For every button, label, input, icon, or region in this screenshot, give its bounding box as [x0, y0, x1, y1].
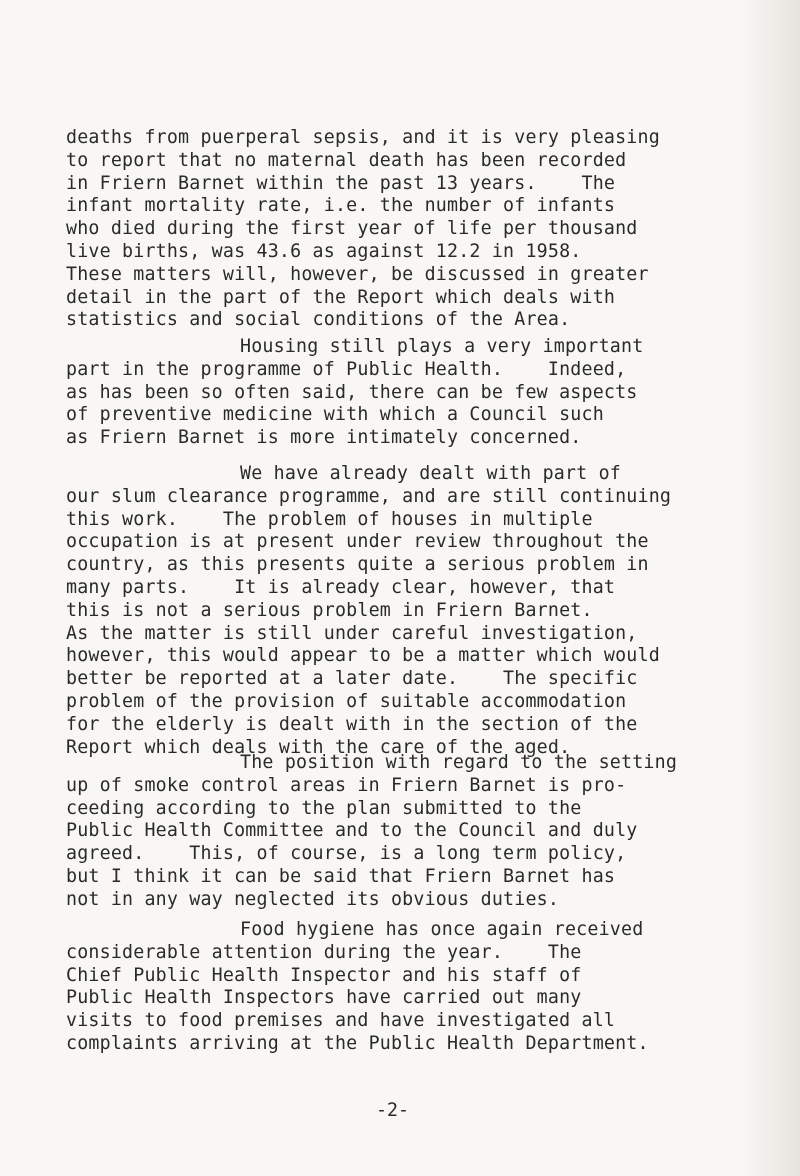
- paragraph-slum-clearance: [66, 463, 746, 759]
- text-line: ceeding according to the plan submitted to the: [66, 797, 582, 819]
- paragraph-housing: [66, 336, 746, 450]
- text-line: for the elderly is dealt with in the section of the: [66, 713, 638, 735]
- text-line: detail in the part of the Report which deals with: [66, 286, 616, 308]
- text-line: The position with regard to the setting: [240, 752, 678, 773]
- text-line: up of smoke control areas in Friern Barnet is pro-: [66, 774, 627, 796]
- text-line: this work. The problem of houses in multiple: [66, 508, 593, 530]
- page-edge-shadow: [740, 0, 800, 1176]
- text-line: our slum clearance programme, and are still continuing: [66, 485, 672, 507]
- text-line: better be reported at a later date. The specific: [66, 668, 638, 690]
- text-line: We have already dealt with part of: [240, 463, 622, 484]
- text-line: live births, was 43.6 as against 12.2 in 1958.: [66, 240, 582, 262]
- text-line: problem of the provision of suitable accommodation: [66, 690, 627, 712]
- text-line: in Friern Barnet within the past 13 years. The: [66, 172, 616, 194]
- page-number: -2-: [376, 1100, 410, 1121]
- text-line: this is not a serious problem in Friern Barnet.: [66, 599, 593, 621]
- text-line: infant mortality rate, i.e. the number of infants: [66, 195, 616, 217]
- paragraph-food-hygiene: [66, 919, 746, 1056]
- text-line: as has been so often said, there can be few aspects: [66, 381, 638, 403]
- paragraph-smoke-control: [66, 752, 746, 912]
- text-line: occupation is at present under review throughout the: [66, 531, 649, 553]
- text-line: Public Health Committee and to the Council and duly: [66, 820, 638, 842]
- text-line: agreed. This, of course, is a long term policy,: [66, 843, 627, 865]
- text-line: As the matter is still under careful investigation,: [66, 622, 638, 644]
- text-line: as Friern Barnet is more intimately concerned.: [66, 427, 582, 449]
- text-line: of preventive medicine with which a Council such: [66, 404, 604, 426]
- text-line: but I think it can be said that Friern Barnet has: [66, 865, 616, 887]
- text-line: who died during the first year of life per thousand: [66, 218, 638, 240]
- text-line: These matters will, however, be discussed in greater: [66, 263, 649, 285]
- text-line: deaths from puerperal sepsis, and it is very pleasing: [66, 127, 660, 148]
- paragraph-mortality: [66, 127, 746, 332]
- text-line: to report that no maternal death has been recorded: [66, 149, 627, 171]
- text-line: considerable attention during the year. The: [66, 941, 582, 963]
- text-line: Housing still plays a very important: [240, 336, 644, 357]
- text-line: complaints arriving at the Public Health Department.: [66, 1032, 649, 1054]
- text-line: visits to food premises and have investigated all: [66, 1010, 616, 1032]
- text-line: Public Health Inspectors have carried out many: [66, 987, 582, 1009]
- text-line: Report which deals with the care of the aged.: [66, 736, 571, 758]
- text-line: statistics and social conditions of the Area.: [66, 309, 571, 331]
- text-line: however, this would appear to be a matter which would: [66, 645, 660, 667]
- text-line: Food hygiene has once again received: [240, 919, 644, 940]
- text-line: not in any way neglected its obvious duties.: [66, 888, 560, 910]
- text-line: part in the programme of Public Health. Indeed,: [66, 358, 627, 380]
- text-line: many parts. It is already clear, however, that: [66, 576, 616, 598]
- text-line: country, as this presents quite a serious problem in: [66, 554, 649, 576]
- text-line: Chief Public Health Inspector and his staff of: [66, 964, 582, 986]
